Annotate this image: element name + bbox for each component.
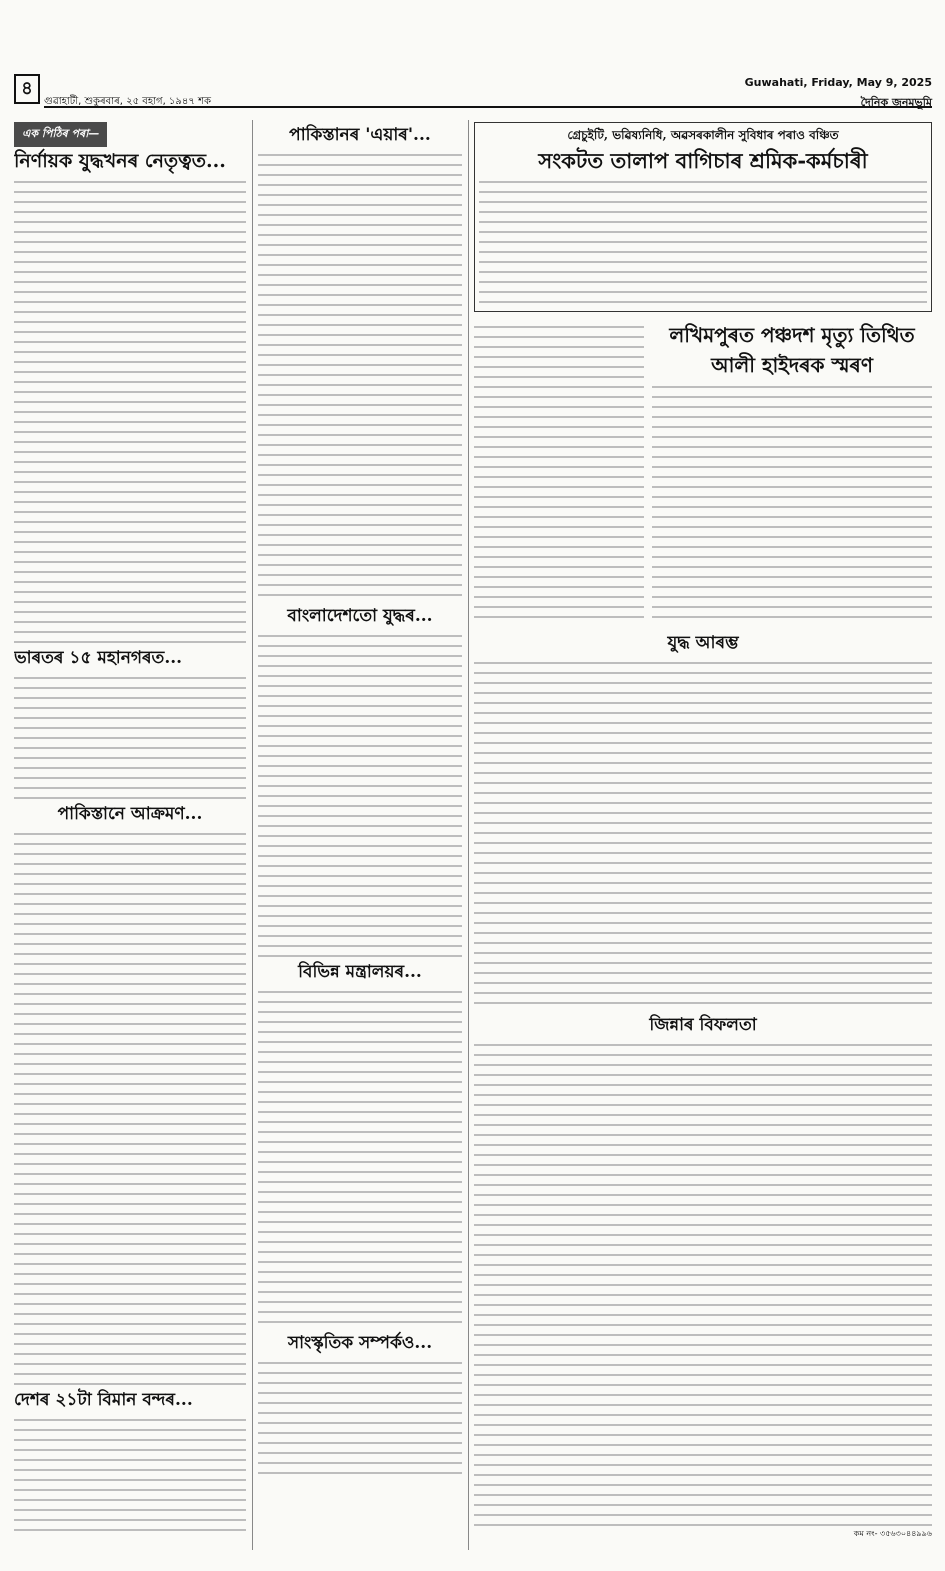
- article-body: [474, 656, 932, 1006]
- article-body: [14, 1413, 246, 1533]
- header-rule: [44, 106, 932, 108]
- article-body: [474, 1038, 932, 1528]
- article-body: [14, 827, 246, 1387]
- article-body: [258, 1356, 462, 1476]
- middle-column: [258, 122, 462, 1542]
- subheadline-tea: গ্ৰেচুইটি, ভৱিষ্যনিধি, অৱসৰকালীন সুবিধাৰ পৰাও বঞ্চিত: [567, 128, 839, 142]
- article-body: [14, 671, 246, 801]
- headline-lakhimpur: লখিমপুৰত পঞ্চদশ মৃত্যু তিথিত আলী হাইদৰক স্মৰণ: [669, 323, 915, 377]
- column-divider: [252, 120, 253, 1550]
- article-body: [14, 175, 246, 645]
- headline-yuddha: যুদ্ধ আৰম্ভ: [667, 633, 739, 653]
- headline-bharat: ভাৰতৰ ১৫ মহানগৰত...: [14, 648, 183, 668]
- headline-biman: দেশৰ ২১টা বিমান বন্দৰ...: [14, 1390, 193, 1410]
- footer-code: কম নং- ৩৫৬৩০৪৪৯৯৬: [853, 1529, 932, 1538]
- continued-strip: এক পিঠিৰ পৰা—: [14, 122, 107, 147]
- left-column: [14, 122, 246, 1542]
- lakhimpur-article: [652, 320, 932, 620]
- yuddha-article: [474, 630, 932, 1006]
- tea-garden-box: [474, 122, 932, 312]
- date-line-right: Guwahati, Friday, May 9, 2025: [744, 76, 932, 89]
- headline-left-1: নিৰ্ণায়ক যুদ্ধখনৰ নেতৃত্বত...: [14, 150, 226, 172]
- article-body: [474, 320, 644, 620]
- right-section: [474, 122, 932, 1542]
- masthead: দৈনিক জনমভূমি: [860, 96, 932, 109]
- headline-mantralay: বিভিন্ন মন্ত্ৰালয়ৰ...: [298, 962, 422, 982]
- headline-bangladesh: বাংলাদেশতো যুদ্ধৰ...: [287, 606, 433, 626]
- headline-mid-1: পাকিস্তানৰ 'এয়াৰ'...: [289, 125, 431, 145]
- jinnah-article: [474, 1012, 932, 1541]
- article-body: [258, 985, 462, 1330]
- page-header: [14, 72, 932, 108]
- date-line-left: গুৱাহাটী, শুকুৰবাৰ, ২৫ বহাগ, ১৯৪৭ শক: [44, 96, 211, 107]
- headline-jinnah: জিন্নাৰ বিফলতা: [649, 1015, 757, 1035]
- headline-sanskriti: সাংস্কৃতিক সম্পৰ্কও...: [287, 1333, 433, 1353]
- article-body: [258, 629, 462, 959]
- article-body: [652, 380, 932, 620]
- article-body: [258, 148, 462, 603]
- headline-pak-akraman: পাকিস্তানে আক্ৰমণ...: [57, 804, 203, 824]
- page-number: ৪: [14, 74, 40, 104]
- column-divider: [468, 120, 469, 1550]
- headline-tea: সংকটত তালাপ বাগিচাৰ শ্ৰমিক-কৰ্মচাৰী: [538, 148, 868, 173]
- article-body: [479, 175, 927, 305]
